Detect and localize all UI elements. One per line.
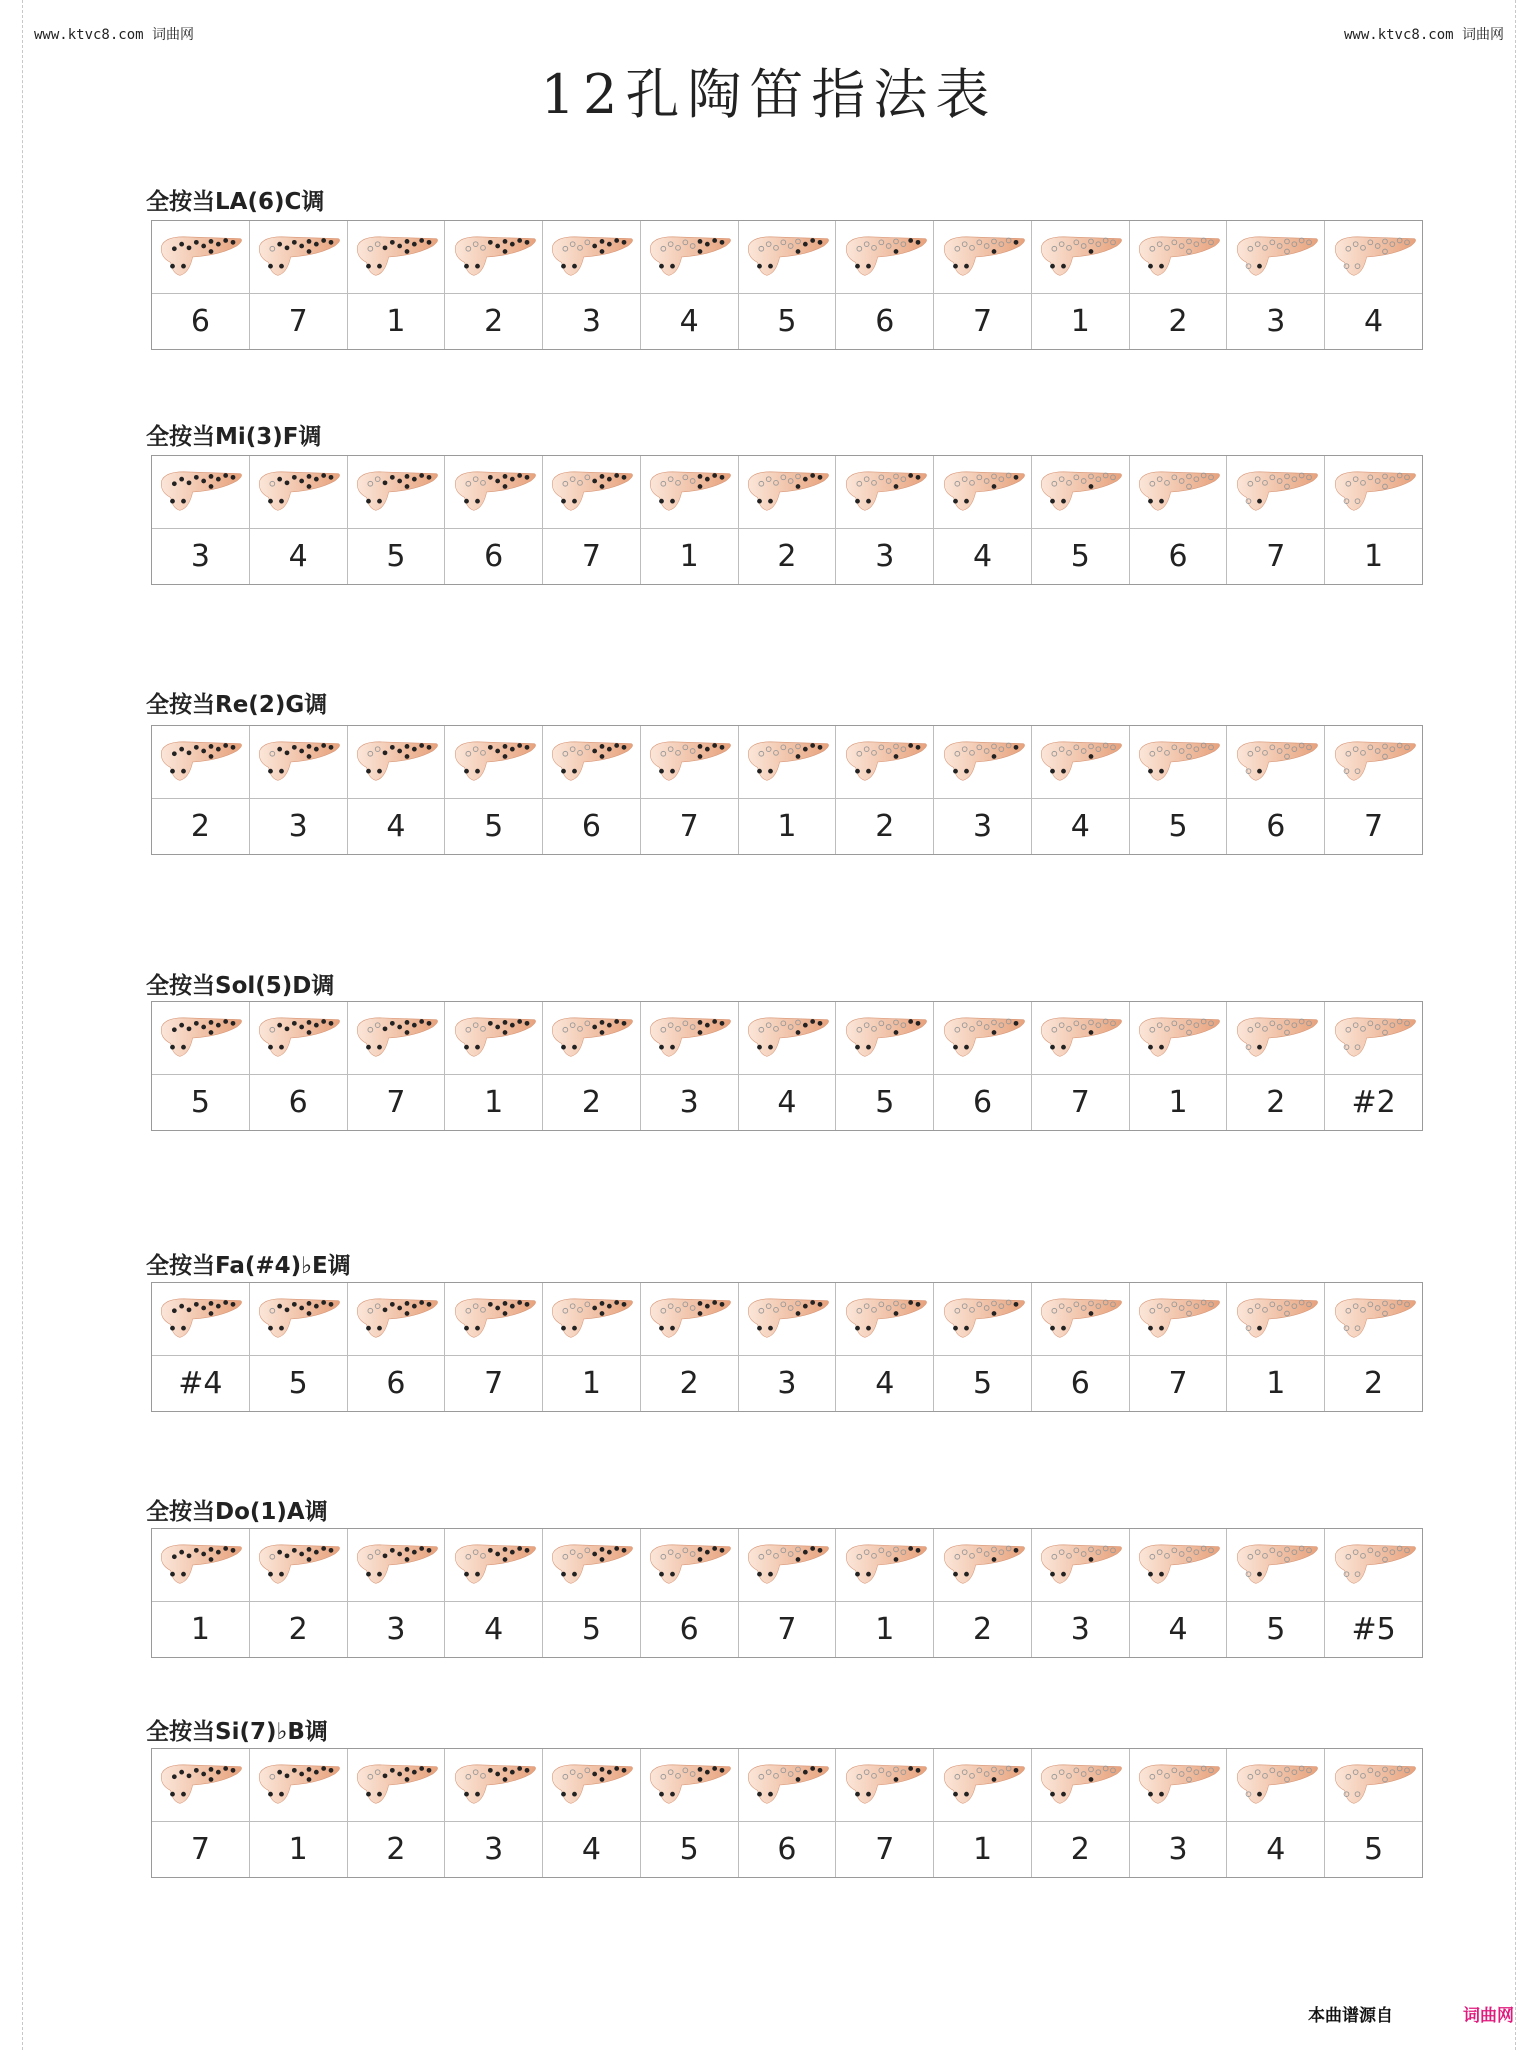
note-label: 6 xyxy=(288,1085,308,1120)
fingering-table xyxy=(151,220,1423,350)
ocarina-fingering-icon xyxy=(836,726,933,799)
fingering-cell xyxy=(739,221,837,349)
fingering-cell xyxy=(543,1749,641,1877)
ocarina-fingering-icon xyxy=(152,221,249,294)
ocarina-fingering-icon xyxy=(1032,1002,1129,1075)
ocarina-fingering-icon xyxy=(152,1283,249,1356)
note-label: 3 xyxy=(777,1366,797,1401)
note-label: 1 xyxy=(972,1832,993,1867)
ocarina-fingering-icon xyxy=(739,456,836,529)
fingering-cell xyxy=(1032,221,1130,349)
fingering-cell xyxy=(641,1002,739,1130)
fingering-cell xyxy=(543,456,641,584)
note-label: 5 xyxy=(1168,809,1188,844)
fingering-cell xyxy=(543,1002,641,1130)
ocarina-fingering-icon xyxy=(739,1529,836,1602)
fingering-cell xyxy=(1325,1002,1422,1130)
ocarina-fingering-icon xyxy=(1032,726,1129,799)
ocarina-fingering-icon xyxy=(1130,726,1227,799)
note-label: 2 xyxy=(386,1832,406,1867)
note-label: 4 xyxy=(386,809,406,844)
fingering-cell xyxy=(543,1529,641,1657)
fingering-cell xyxy=(348,221,446,349)
note-label: 5 xyxy=(581,1612,601,1647)
section-heading: 全按当Do(1)A调 xyxy=(146,1499,328,1525)
ocarina-fingering-icon xyxy=(641,1283,738,1356)
note-label: 6 xyxy=(1266,809,1286,844)
fingering-cell xyxy=(543,221,641,349)
fingering-cell xyxy=(739,1749,837,1877)
ocarina-fingering-icon xyxy=(152,1749,249,1822)
note-label: 4 xyxy=(1364,304,1384,339)
note-label: 4 xyxy=(679,304,699,339)
ocarina-fingering-icon xyxy=(641,1529,738,1602)
note-label: 1 xyxy=(679,539,699,574)
ocarina-fingering-icon xyxy=(445,1529,542,1602)
section-heading: 全按当Sol(5)D调 xyxy=(146,973,335,999)
ocarina-fingering-icon xyxy=(250,1749,347,1822)
fingering-cell xyxy=(445,1529,543,1657)
ocarina-fingering-icon xyxy=(445,456,542,529)
note-label: 4 xyxy=(1266,1832,1286,1867)
note-label: 1 xyxy=(386,304,406,339)
fingering-cell xyxy=(152,1529,250,1657)
fingering-cell xyxy=(1032,1529,1130,1657)
fingering-cell xyxy=(348,1283,446,1411)
ocarina-fingering-icon xyxy=(1032,1283,1129,1356)
ocarina-fingering-icon xyxy=(543,1529,640,1602)
ocarina-fingering-icon xyxy=(934,221,1031,294)
fingering-cell xyxy=(1130,221,1228,349)
ocarina-fingering-icon xyxy=(250,1529,347,1602)
note-label: 1 xyxy=(190,1612,210,1647)
fingering-cell xyxy=(250,1283,348,1411)
note-label: 4 xyxy=(288,539,308,574)
note-label: 1 xyxy=(484,1085,504,1120)
ocarina-fingering-icon xyxy=(250,726,347,799)
section-heading: 全按当LA(6)C调 xyxy=(146,189,325,215)
note-label: 6 xyxy=(1070,1366,1090,1401)
note-label: 2 xyxy=(190,809,210,844)
note-label: 5 xyxy=(484,809,504,844)
ocarina-fingering-icon xyxy=(934,456,1031,529)
fingering-cell xyxy=(1325,456,1422,584)
ocarina-fingering-icon xyxy=(836,1002,933,1075)
ocarina-fingering-icon xyxy=(1325,1002,1422,1075)
fingering-table xyxy=(151,1748,1423,1878)
fingering-cell xyxy=(1032,1002,1130,1130)
fingering-cell xyxy=(348,456,446,584)
fingering-cell xyxy=(1032,456,1130,584)
fingering-cell xyxy=(543,726,641,854)
ocarina-fingering-icon xyxy=(1032,1529,1129,1602)
ocarina-fingering-icon xyxy=(836,1529,933,1602)
note-label: #2 xyxy=(1351,1085,1396,1120)
ocarina-fingering-icon xyxy=(1130,1529,1227,1602)
fingering-cell xyxy=(445,1749,543,1877)
note-label: 2 xyxy=(288,1612,308,1647)
ocarina-fingering-icon xyxy=(445,726,542,799)
note-label: 3 xyxy=(484,1832,504,1867)
fingering-cell xyxy=(739,1283,837,1411)
fingering-cell xyxy=(836,1529,934,1657)
note-label: 7 xyxy=(679,809,699,844)
footer-brand[interactable]: 词曲网 xyxy=(1463,2006,1514,2026)
note-label: 1 xyxy=(1364,539,1384,574)
fingering-cell xyxy=(1227,456,1325,584)
ocarina-fingering-icon xyxy=(348,1283,445,1356)
note-label: 2 xyxy=(581,1085,601,1120)
ocarina-fingering-icon xyxy=(1227,1529,1324,1602)
ocarina-fingering-icon xyxy=(934,1749,1031,1822)
note-label: 6 xyxy=(972,1085,993,1120)
ocarina-fingering-icon xyxy=(1325,1749,1422,1822)
note-label: 6 xyxy=(875,304,895,339)
fingering-cell xyxy=(739,1002,837,1130)
fingering-cell xyxy=(1032,1283,1130,1411)
ocarina-fingering-icon xyxy=(836,1283,933,1356)
note-label: 1 xyxy=(581,1366,601,1401)
ocarina-fingering-icon xyxy=(445,1749,542,1822)
page-title: 12孔陶笛指法表 xyxy=(540,63,998,126)
ocarina-fingering-icon xyxy=(445,221,542,294)
ocarina-fingering-icon xyxy=(543,1749,640,1822)
note-label: 4 xyxy=(972,539,993,574)
note-label: 3 xyxy=(1266,304,1286,339)
fingering-cell xyxy=(348,1529,446,1657)
note-label: 7 xyxy=(1070,1085,1090,1120)
ocarina-fingering-icon xyxy=(543,726,640,799)
note-label: 4 xyxy=(777,1085,797,1120)
ocarina-fingering-icon xyxy=(1325,456,1422,529)
note-label: 6 xyxy=(777,1832,797,1867)
fingering-cell xyxy=(641,221,739,349)
note-label: 1 xyxy=(1168,1085,1188,1120)
ocarina-fingering-icon xyxy=(1130,221,1227,294)
section-heading: 全按当Re(2)G调 xyxy=(146,692,328,718)
footer-source: 本曲谱源自 xyxy=(1308,2006,1393,2026)
fingering-cell xyxy=(250,1529,348,1657)
ocarina-fingering-icon xyxy=(641,726,738,799)
fingering-cell xyxy=(1325,1749,1422,1877)
note-label: 5 xyxy=(679,1832,699,1867)
note-label: 3 xyxy=(1168,1832,1188,1867)
fingering-table xyxy=(151,725,1423,855)
fingering-cell xyxy=(836,456,934,584)
fingering-cell xyxy=(1130,726,1228,854)
fingering-cell xyxy=(250,221,348,349)
note-label: 6 xyxy=(1168,539,1188,574)
ocarina-fingering-icon xyxy=(1032,456,1129,529)
note-label: 5 xyxy=(1364,1832,1384,1867)
ocarina-fingering-icon xyxy=(1130,1283,1227,1356)
fingering-cell xyxy=(543,1283,641,1411)
ocarina-fingering-icon xyxy=(348,1529,445,1602)
note-label: 7 xyxy=(288,304,308,339)
ocarina-fingering-icon xyxy=(934,726,1031,799)
site-url-left: www.ktvc8.com 词曲网 xyxy=(34,27,195,43)
note-label: 5 xyxy=(1266,1612,1286,1647)
ocarina-fingering-icon xyxy=(1227,726,1324,799)
fingering-table xyxy=(151,1528,1423,1658)
ocarina-fingering-icon xyxy=(1032,1749,1129,1822)
fingering-cell xyxy=(1227,1283,1325,1411)
note-label: 7 xyxy=(1266,539,1286,574)
ocarina-fingering-icon xyxy=(1130,456,1227,529)
note-label: #5 xyxy=(1351,1612,1396,1647)
fingering-cell xyxy=(1130,1529,1228,1657)
ocarina-fingering-icon xyxy=(836,456,933,529)
ocarina-fingering-icon xyxy=(445,1283,542,1356)
fingering-cell xyxy=(836,1283,934,1411)
ocarina-fingering-icon xyxy=(348,221,445,294)
note-label: 2 xyxy=(484,304,504,339)
fingering-cell xyxy=(250,1749,348,1877)
ocarina-fingering-icon xyxy=(641,221,738,294)
note-label: 4 xyxy=(1168,1612,1188,1647)
note-label: 7 xyxy=(972,304,993,339)
ocarina-fingering-icon xyxy=(250,456,347,529)
fingering-cell xyxy=(739,456,837,584)
fingering-cell xyxy=(641,1749,739,1877)
ocarina-fingering-icon xyxy=(152,1002,249,1075)
fingering-cell xyxy=(1130,1002,1228,1130)
page-border-left xyxy=(4,0,23,2050)
note-label: 5 xyxy=(386,539,406,574)
section-heading: 全按当Mi(3)F调 xyxy=(146,424,322,450)
ocarina-fingering-icon xyxy=(739,221,836,294)
ocarina-fingering-icon xyxy=(445,1002,542,1075)
ocarina-fingering-icon xyxy=(543,221,640,294)
ocarina-fingering-icon xyxy=(1227,1283,1324,1356)
fingering-cell xyxy=(250,1002,348,1130)
note-label: 2 xyxy=(972,1612,993,1647)
ocarina-fingering-icon xyxy=(348,456,445,529)
ocarina-fingering-icon xyxy=(1130,1002,1227,1075)
note-label: 2 xyxy=(777,539,797,574)
fingering-cell xyxy=(348,1002,446,1130)
ocarina-fingering-icon xyxy=(152,726,249,799)
fingering-cell xyxy=(152,726,250,854)
fingering-cell xyxy=(836,1749,934,1877)
ocarina-fingering-icon xyxy=(152,456,249,529)
note-label: 3 xyxy=(386,1612,406,1647)
fingering-cell xyxy=(836,221,934,349)
note-label: 7 xyxy=(1168,1366,1188,1401)
fingering-cell xyxy=(934,221,1032,349)
ocarina-fingering-icon xyxy=(250,1283,347,1356)
ocarina-fingering-icon xyxy=(348,1002,445,1075)
note-label: #4 xyxy=(178,1366,223,1401)
ocarina-fingering-icon xyxy=(543,1283,640,1356)
note-label: 7 xyxy=(386,1085,406,1120)
ocarina-fingering-icon xyxy=(1325,726,1422,799)
fingering-cell xyxy=(152,1749,250,1877)
fingering-cell xyxy=(1227,1749,1325,1877)
note-label: 6 xyxy=(386,1366,406,1401)
ocarina-fingering-icon xyxy=(1227,1749,1324,1822)
ocarina-fingering-icon xyxy=(739,1283,836,1356)
note-label: 3 xyxy=(288,809,308,844)
ocarina-fingering-icon xyxy=(1227,456,1324,529)
ocarina-fingering-icon xyxy=(934,1283,1031,1356)
ocarina-fingering-icon xyxy=(1227,221,1324,294)
fingering-cell xyxy=(1130,456,1228,584)
fingering-table xyxy=(151,1001,1423,1131)
ocarina-fingering-icon xyxy=(250,221,347,294)
fingering-cell xyxy=(152,1283,250,1411)
note-label: 3 xyxy=(679,1085,699,1120)
note-label: 7 xyxy=(190,1832,210,1867)
note-label: 1 xyxy=(875,1612,895,1647)
note-label: 4 xyxy=(875,1366,895,1401)
fingering-cell xyxy=(445,221,543,349)
section-heading: 全按当Fa(#4)♭E调 xyxy=(146,1253,351,1279)
note-label: 3 xyxy=(581,304,601,339)
fingering-cell xyxy=(934,456,1032,584)
fingering-cell xyxy=(1325,1283,1422,1411)
note-label: 2 xyxy=(1364,1366,1384,1401)
fingering-cell xyxy=(641,1529,739,1657)
ocarina-fingering-icon xyxy=(1325,221,1422,294)
fingering-cell xyxy=(739,1529,837,1657)
fingering-cell xyxy=(1227,726,1325,854)
ocarina-fingering-icon xyxy=(543,456,640,529)
ocarina-fingering-icon xyxy=(739,1002,836,1075)
note-label: 7 xyxy=(581,539,601,574)
fingering-cell xyxy=(641,1283,739,1411)
note-label: 1 xyxy=(288,1832,308,1867)
fingering-cell xyxy=(836,1002,934,1130)
note-label: 2 xyxy=(1070,1832,1090,1867)
note-label: 6 xyxy=(190,304,210,339)
note-label: 6 xyxy=(484,539,504,574)
note-label: 2 xyxy=(679,1366,699,1401)
fingering-cell xyxy=(934,1529,1032,1657)
ocarina-fingering-icon xyxy=(1130,1749,1227,1822)
fingering-cell xyxy=(250,456,348,584)
ocarina-fingering-icon xyxy=(1032,221,1129,294)
ocarina-fingering-icon xyxy=(641,1002,738,1075)
note-label: 4 xyxy=(581,1832,601,1867)
note-label: 1 xyxy=(1266,1366,1286,1401)
fingering-cell xyxy=(445,726,543,854)
ocarina-fingering-icon xyxy=(152,1529,249,1602)
note-label: 5 xyxy=(777,304,797,339)
fingering-cell xyxy=(445,456,543,584)
note-label: 1 xyxy=(1070,304,1090,339)
note-label: 5 xyxy=(972,1366,993,1401)
ocarina-fingering-icon xyxy=(1227,1002,1324,1075)
fingering-cell xyxy=(348,1749,446,1877)
fingering-cell xyxy=(1227,1002,1325,1130)
fingering-cell xyxy=(1130,1749,1228,1877)
note-label: 7 xyxy=(484,1366,504,1401)
ocarina-fingering-icon xyxy=(348,1749,445,1822)
ocarina-fingering-icon xyxy=(543,1002,640,1075)
note-label: 6 xyxy=(679,1612,699,1647)
ocarina-fingering-icon xyxy=(934,1002,1031,1075)
fingering-cell xyxy=(641,456,739,584)
fingering-cell xyxy=(445,1283,543,1411)
ocarina-fingering-icon xyxy=(250,1002,347,1075)
fingering-cell xyxy=(641,726,739,854)
note-label: 6 xyxy=(581,809,601,844)
note-label: 4 xyxy=(484,1612,504,1647)
fingering-cell xyxy=(152,1002,250,1130)
note-label: 4 xyxy=(1070,809,1090,844)
note-label: 3 xyxy=(1070,1612,1090,1647)
section-heading: 全按当Si(7)♭B调 xyxy=(146,1719,328,1745)
fingering-cell xyxy=(934,1283,1032,1411)
note-label: 7 xyxy=(1364,809,1384,844)
ocarina-fingering-icon xyxy=(1325,1283,1422,1356)
ocarina-fingering-icon xyxy=(836,1749,933,1822)
note-label: 7 xyxy=(875,1832,895,1867)
fingering-cell xyxy=(1032,726,1130,854)
fingering-cell xyxy=(1325,221,1422,349)
fingering-cell xyxy=(1227,221,1325,349)
fingering-table xyxy=(151,1282,1423,1412)
fingering-cell xyxy=(445,1002,543,1130)
fingering-cell xyxy=(1032,1749,1130,1877)
page-border-right xyxy=(1515,0,1534,2050)
note-label: 2 xyxy=(875,809,895,844)
note-label: 1 xyxy=(777,809,797,844)
ocarina-fingering-icon xyxy=(739,726,836,799)
fingering-cell xyxy=(934,1749,1032,1877)
note-label: 3 xyxy=(972,809,993,844)
ocarina-fingering-icon xyxy=(1325,1529,1422,1602)
fingering-cell xyxy=(739,726,837,854)
fingering-cell xyxy=(1325,1529,1422,1657)
fingering-cell xyxy=(348,726,446,854)
ocarina-fingering-icon xyxy=(836,221,933,294)
fingering-cell xyxy=(836,726,934,854)
fingering-cell xyxy=(152,456,250,584)
site-url-right: www.ktvc8.com 词曲网 xyxy=(1343,27,1504,43)
ocarina-fingering-icon xyxy=(934,1529,1031,1602)
fingering-cell xyxy=(250,726,348,854)
note-label: 2 xyxy=(1266,1085,1286,1120)
ocarina-fingering-icon xyxy=(641,1749,738,1822)
note-label: 5 xyxy=(875,1085,895,1120)
ocarina-fingering-icon xyxy=(641,456,738,529)
note-label: 3 xyxy=(190,539,210,574)
note-label: 7 xyxy=(777,1612,797,1647)
ocarina-fingering-icon xyxy=(348,726,445,799)
note-label: 5 xyxy=(190,1085,210,1120)
fingering-cell xyxy=(1325,726,1422,854)
fingering-cell xyxy=(1227,1529,1325,1657)
ocarina-fingering-icon xyxy=(739,1749,836,1822)
fingering-cell xyxy=(1130,1283,1228,1411)
note-label: 5 xyxy=(1070,539,1090,574)
fingering-table xyxy=(151,455,1423,585)
fingering-cell xyxy=(934,1002,1032,1130)
note-label: 2 xyxy=(1168,304,1188,339)
note-label: 3 xyxy=(875,539,895,574)
fingering-cell xyxy=(152,221,250,349)
note-label: 5 xyxy=(288,1366,308,1401)
fingering-cell xyxy=(934,726,1032,854)
